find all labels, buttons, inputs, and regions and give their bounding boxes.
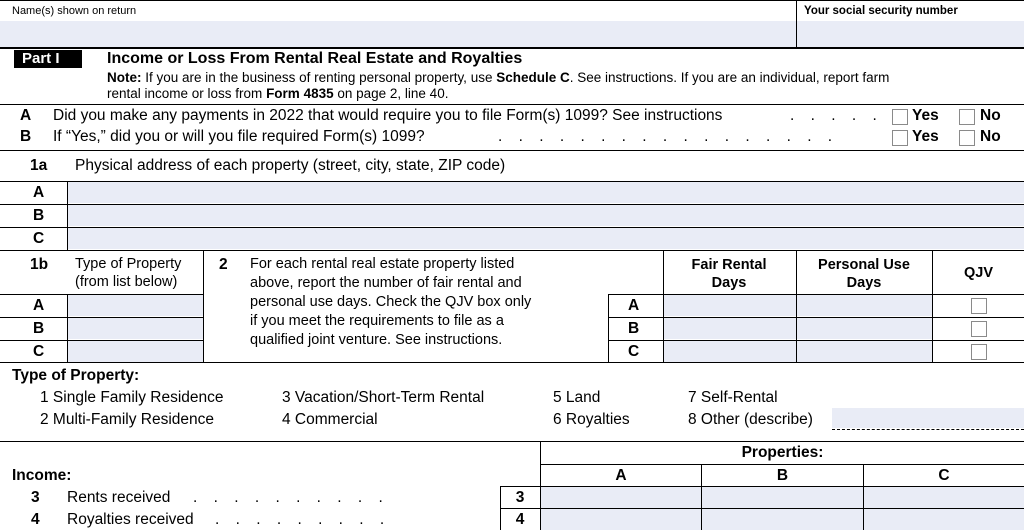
line-1b-divider <box>203 251 204 362</box>
fair-rental-header-2: Days <box>711 275 747 291</box>
address-input-a[interactable] <box>68 182 1024 203</box>
line-2-number: 2 <box>219 256 228 273</box>
type-item-5: 5 Land <box>553 389 601 406</box>
header-bottom-border <box>0 47 1024 49</box>
fair-rental-days-c[interactable] <box>664 341 796 362</box>
days-row-a-bottom <box>608 317 1024 318</box>
line-1b-number: 1b <box>30 256 49 273</box>
address-letter-a: A <box>33 184 45 201</box>
qjv-checkbox-b[interactable] <box>971 321 987 337</box>
ssn-label: Your social security number <box>804 5 958 17</box>
type-input-b[interactable] <box>68 318 203 339</box>
royalties-input-a[interactable] <box>541 509 701 530</box>
line-4-box-number: 4 <box>515 511 525 528</box>
properties-header: Properties: <box>741 444 824 461</box>
line-1b-label-1: Type of Property <box>75 256 182 272</box>
address-input-c[interactable] <box>68 228 1024 249</box>
other-describe-input[interactable] <box>832 408 1024 428</box>
type-item-7: 7 Self-Rental <box>688 389 778 406</box>
type-of-property-title: Type of Property: <box>12 367 140 384</box>
types-section-bottom <box>0 441 1024 442</box>
question-a-text: Did you make any payments in 2022 that would require you to file Form(s) 1099? See instructions <box>53 107 723 124</box>
days-letter-a: A <box>628 297 640 314</box>
part1-note-line1 <box>107 70 889 85</box>
type-item-4: 4 Commercial <box>282 411 378 428</box>
personal-use-days-c[interactable] <box>797 341 932 362</box>
line-2-text-1: For each rental real estate property listed <box>250 256 515 272</box>
line-4-dots: . . . . . . . . . <box>215 511 391 528</box>
address-row-a-bottom <box>0 204 1024 205</box>
type-item-2: 2 Multi-Family Residence <box>40 411 214 428</box>
property-column-a: A <box>615 467 627 484</box>
rents-input-b[interactable] <box>702 487 863 508</box>
question-a-dots: . . . . . <box>790 107 883 124</box>
address-letter-b: B <box>33 207 45 224</box>
line-2-text-2: above, report the number of fair rental and <box>250 275 522 291</box>
qjv-left-border <box>932 251 933 362</box>
qjv-checkbox-c[interactable] <box>971 344 987 360</box>
question-a-yes-label: Yes <box>912 107 939 124</box>
line-3-label: Rents received <box>67 489 171 506</box>
qjv-checkbox-a[interactable] <box>971 298 987 314</box>
other-describe-underline <box>832 429 1024 430</box>
type-item-3: 3 Vacation/Short-Term Rental <box>282 389 485 406</box>
question-b-text: If “Yes,” did you or will you file required Form(s) 1099? <box>53 128 425 145</box>
line-2-section-bottom <box>0 362 1024 363</box>
type-letter-a: A <box>33 297 45 314</box>
question-a-no-label: No <box>980 107 1001 124</box>
note-label: Note: <box>107 70 142 85</box>
rents-input-c[interactable] <box>864 487 1024 508</box>
question-b-no-checkbox[interactable] <box>959 130 975 146</box>
line-4-number: 4 <box>31 511 40 528</box>
type-item-6: 6 Royalties <box>553 411 630 428</box>
personal-use-header-2: Days <box>846 275 882 291</box>
line-3-dots: . . . . . . . . . . <box>193 489 389 506</box>
properties-header-bottom <box>540 464 1024 465</box>
line-1a-label: Physical address of each property (street, city, state, ZIP code) <box>75 157 506 174</box>
personal-use-days-a[interactable] <box>797 295 932 316</box>
line-3-box-number: 3 <box>515 489 525 506</box>
line-1a-number: 1a <box>30 157 48 174</box>
question-a-yes-checkbox[interactable] <box>892 109 908 125</box>
type-letter-divider <box>67 294 68 362</box>
names-input[interactable] <box>0 21 796 47</box>
question-b-dots: . . . . . . . . . . . . . . . . . <box>498 128 839 145</box>
fair-rental-days-b[interactable] <box>664 318 796 339</box>
income-title: Income: <box>12 467 72 484</box>
top-border <box>0 0 1024 1</box>
type-item-1: 1 Single Family Residence <box>40 389 224 406</box>
personal-use-days-b[interactable] <box>797 318 932 339</box>
qjv-header: QJV <box>963 265 993 281</box>
part1-header-bottom <box>0 104 1024 105</box>
question-a-letter: A <box>20 107 32 124</box>
line-4-label: Royalties received <box>67 511 194 528</box>
address-letter-divider <box>67 181 68 251</box>
line-1b-label-2: (from list below) <box>75 274 178 290</box>
note-form: Form 4835 <box>266 86 334 101</box>
questions-bottom <box>0 150 1024 151</box>
address-letter-c: C <box>33 230 45 247</box>
note-text-d: on page 2, line 40. <box>333 86 449 101</box>
question-b-yes-label: Yes <box>912 128 939 145</box>
type-item-8: 8 Other (describe) <box>688 411 813 428</box>
address-input-b[interactable] <box>68 205 1024 226</box>
question-b-letter: B <box>20 128 32 145</box>
line-2-text-4: if you meet the requirements to file as a <box>250 313 504 329</box>
type-input-c[interactable] <box>68 341 203 362</box>
line-3-number: 3 <box>31 489 40 506</box>
question-a-no-checkbox[interactable] <box>959 109 975 125</box>
note-text-c: rental income or loss from <box>107 86 267 101</box>
type-input-a[interactable] <box>68 295 203 316</box>
days-letter-c: C <box>628 343 640 360</box>
question-b-yes-checkbox[interactable] <box>892 130 908 146</box>
rents-input-a[interactable] <box>541 487 701 508</box>
days-letter-left-border <box>608 294 609 362</box>
property-column-c: C <box>938 467 950 484</box>
names-label: Name(s) shown on return <box>12 5 137 17</box>
fair-rental-header-1: Fair Rental <box>691 257 767 273</box>
question-b-no-label: No <box>980 128 1001 145</box>
note-text-a: If you are in the business of renting personal property, use <box>141 70 497 85</box>
line-2-text-3: personal use days. Check the QJV box only <box>250 294 532 310</box>
part1-note-line2 <box>107 86 448 101</box>
days-letter-b: B <box>628 320 640 337</box>
note-text-b: . See instructions. If you are an individual, report farm <box>569 70 890 85</box>
ssn-input[interactable] <box>797 21 1024 47</box>
type-letter-b: B <box>33 320 45 337</box>
note-schedule: Schedule C <box>496 70 570 85</box>
type-row-a-bottom <box>0 317 204 318</box>
line-2-text-5: qualified joint venture. See instructions. <box>250 332 503 348</box>
type-letter-c: C <box>33 343 45 360</box>
part1-title: Income or Loss From Rental Real Estate and Royalties <box>107 50 523 67</box>
royalties-input-c[interactable] <box>864 509 1024 530</box>
type-row-b-bottom <box>0 340 204 341</box>
days-row-b-bottom <box>608 340 1024 341</box>
personal-use-header-1: Personal Use <box>818 257 910 273</box>
address-row-b-bottom <box>0 227 1024 228</box>
royalties-input-b[interactable] <box>702 509 863 530</box>
part1-badge-label: Part I <box>22 50 60 67</box>
property-column-b: B <box>776 467 789 484</box>
address-row-c-bottom <box>0 250 1024 251</box>
fair-rental-days-a[interactable] <box>664 295 796 316</box>
